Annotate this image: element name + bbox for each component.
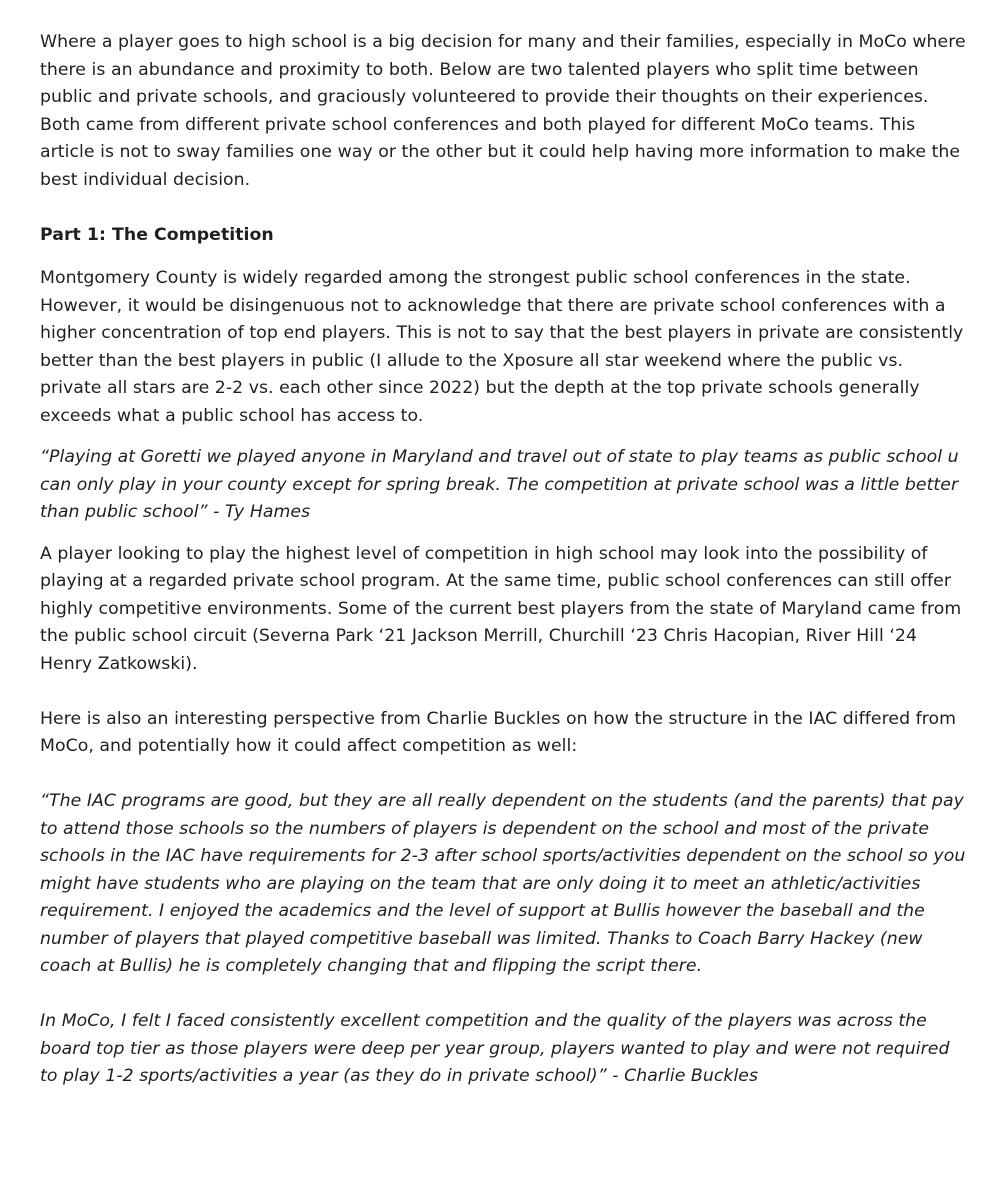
competition-paragraph: Montgomery County is widely regarded among the strongest public school conferences in the state. However, it would be disingenuous not to acknowledge that there are private school conferences with a higher concentration of top end players. This is not to say that the best players in private are consistently better than the best players in public (I allude to the Xposure all star weekend where the public vs. private all stars are 2-2 vs. each other since 2022) but the depth at the top private schools generally exceeds what a public school has access to. (40, 268, 964, 426)
quote-charlie-buckles-part1: “The IAC programs are good, but they are all really dependent on the students (and the parents) that pay to attend those schools so the numbers of players is dependent on the school and most of the private schools in the IAC have requirements for 2-3 after school sports/activities dependent on the school so you might have students who are playing on the team that are only doing it to meet an athletic/activities requirement. I enjoyed the academics and the level of support at Bullis however the baseball and the number of players that played competitive baseball was limited. Thanks to Coach Barry Hackey (new coach at Bullis) he is completely changing that and flipping the script there. (40, 791, 966, 976)
article-body (40, 29, 970, 1091)
quote-ty-hames: “Playing at Goretti we played anyone in Maryland and travel out of state to play teams as public school u can only play in your county except for spring break. The competition at private school was a little better than public school” - Ty Hames (40, 447, 959, 522)
part1-heading: Part 1: The Competition (40, 224, 274, 245)
quote-charlie-buckles-part2: In MoCo, I felt I faced consistently excellent competition and the quality of the players was across the board top tier as those players were deep per year group, players wanted to play and were not required to play 1-2 sports/activities a year (as they do in private school)” - Charlie Buckles (40, 1011, 950, 1086)
perspective-paragraph: Here is also an interesting perspective from Charlie Buckles on how the structure in the IAC differed from MoCo, and potentially how it could affect competition as well: (40, 708, 957, 756)
intro-paragraph: Where a player goes to high school is a big decision for many and their families, especially in MoCo where there is an abundance and proximity to both. Below are two talented players who split time between public and private schools, and graciously volunteered to provide their thoughts on their experiences. Both came from different private school conferences and both played for different MoCo teams. This article is not to sway families one way or the other but it could help having more information to make the best individual decision. (40, 32, 966, 190)
looking-paragraph: A player looking to play the highest level of competition in high school may look into the possibility of playing at a regarded private school program. At the same time, public school conferences can still offer highly competitive environments. Some of the current best players from the state of Maryland came from the public school circuit (Severna Park ‘21 Jackson Merrill, Churchill ‘23 Chris Hacopian, River Hill ‘24 Henry Zatkowski). (40, 543, 962, 674)
